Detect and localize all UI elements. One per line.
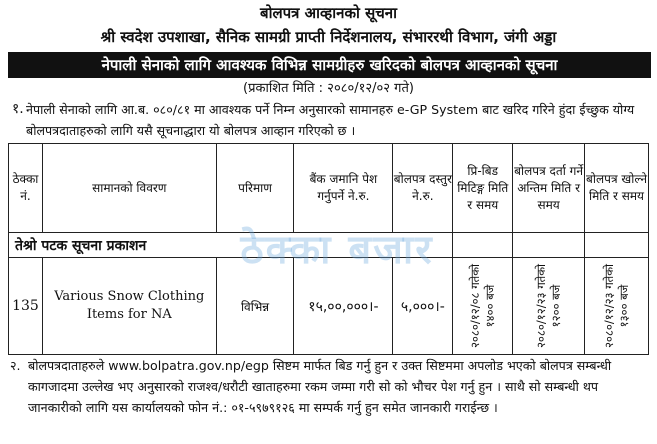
section-cell-submission	[513, 233, 585, 258]
office-name: श्री स्वदेश उपशाखा, सैनिक सामग्री प्राप्ती निर्देशनालय, संभाररथी विभाग, जंगी अड्डा	[100, 28, 557, 46]
submission-time: १२०० बजे	[548, 284, 563, 328]
section-row	[9, 233, 649, 258]
cell-fee: ५,०००।-	[393, 258, 453, 355]
header-prebid: प्रि-बिड मिटिङ्ग मिति र समय	[453, 144, 513, 233]
notice-banner: नेपाली सेनाको लागि आवश्यक विभिन्न सामग्रीहरु खरिदको बोलपत्र आव्हानको सूचना	[8, 52, 651, 78]
prebid-date: २०८०/१२/०८ गतेको	[467, 263, 482, 349]
paragraph-2-text: बोलपत्रदाताहरुले www.bolpatra.gov.np/egp सिष्टम मार्फत बिड गर्नु हुन र उक्त सिष्टममा अपलोड भएको बोलपत्र सम्बन्धी कागजादमा उल्लेख भए अनुसारको राजश्व/धरौटी खाताहरुमा रकम जम्मा गरी सो को भौचर पेश गर्नु हुन । साथै सो सम्बन्धी थप जानकारीको लागि यस कार्यालयको फोन नं.: ०१-५९७९१२६ मा सम्पर्क गर्नु हुन समेत जानकारी गराईन्छ ।	[28, 358, 612, 415]
prebid-time: १४०० बजे	[482, 284, 497, 328]
cell-contract-no: 135	[9, 258, 43, 355]
header-description: सामानको विवरण	[42, 144, 216, 233]
notice-title: बोलपत्र आव्हानको सूचना	[260, 4, 397, 22]
cell-prebid	[453, 258, 513, 355]
publish-date: (प्रकाशित मिति : २०८०/१२/०२ गते)	[243, 81, 414, 96]
tender-table	[8, 143, 649, 355]
cell-quantity: विभिन्न	[216, 258, 294, 355]
header-fee: बोलपत्र दस्तुर ने.रु.	[393, 144, 453, 233]
header-opening: बोलपत्र खोल्ने मिति र समय	[585, 144, 649, 233]
header-submission: बोलपत्र दर्ता गर्ने अन्तिम मिति र समय	[513, 144, 585, 233]
paragraph-1	[8, 99, 653, 143]
header-quantity: परिमाण	[216, 144, 294, 233]
cell-opening	[585, 258, 649, 355]
watermark-logo: ठेक्का बजार	[240, 227, 434, 273]
header-bank-guarantee: बैंक जमानि पेश गर्नुपर्ने ने.रु.	[294, 144, 393, 233]
cell-submission	[513, 258, 585, 355]
section-cell-opening	[585, 233, 649, 258]
table-row	[9, 258, 649, 355]
paragraph-1-text: नेपाली सेनाको लागि आ.ब. ०८०/८१ मा आवश्यक पर्ने निम्न अनुसारको सामानहरु e-GP System बाट खरिद गरिने हुंदा ईच्छुक योग्य बोलपत्रदाताहरुको लागि यसै सूचनाद्धारा यो बोलपत्र आव्हान गरिएको छ ।	[26, 102, 635, 138]
cell-bank-guarantee: १५,००,०००।-	[294, 258, 393, 355]
submission-date: २०८०/१२/२३ गतेको	[533, 263, 548, 349]
cell-description: Various Snow Clothing Items for NA	[42, 258, 216, 355]
paragraph-2	[8, 355, 653, 441]
opening-time: १३०० बजे	[616, 284, 631, 328]
table-header-row	[9, 144, 649, 233]
section-label: तेश्रो पटक सूचना प्रकाशन	[9, 233, 453, 258]
paragraph-1-number: १.	[12, 101, 24, 117]
opening-date: २०८०/१२/२३ गतेको	[601, 263, 616, 349]
paragraph-2-number: २.	[10, 358, 21, 373]
header-contract-no: ठेक्का नं.	[9, 144, 43, 233]
section-cell-prebid	[453, 233, 513, 258]
